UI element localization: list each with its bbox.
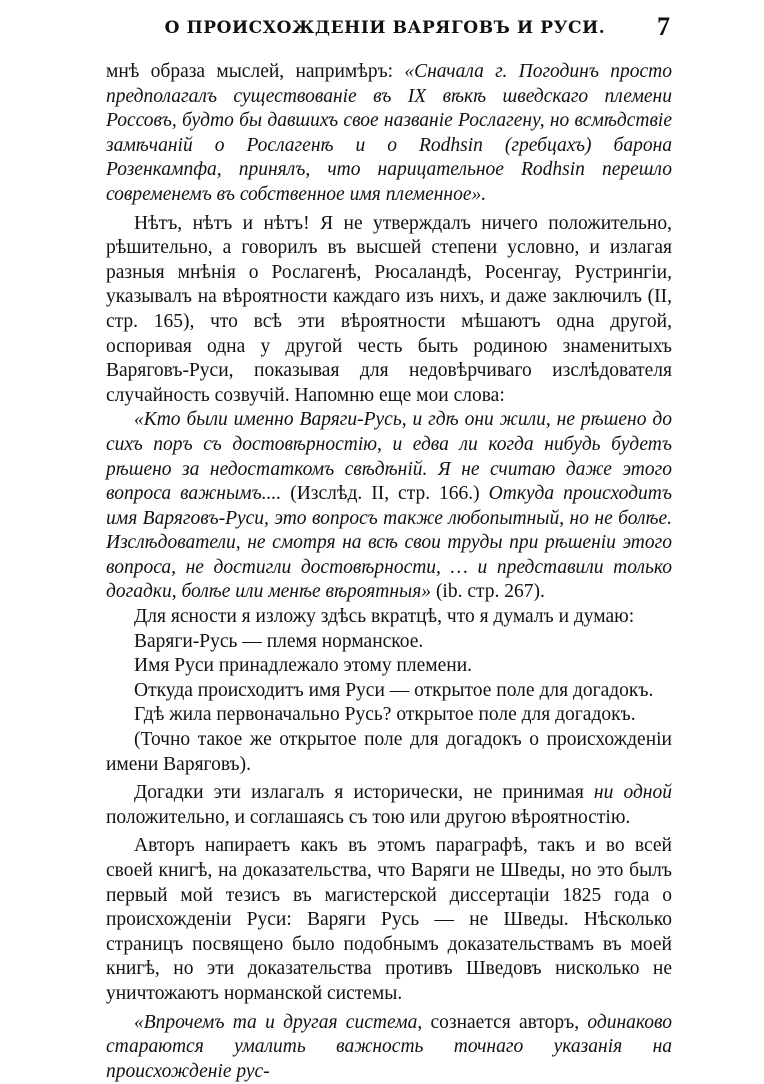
paragraph-p4 — [106, 605, 672, 630]
paragraph-p12 — [106, 1011, 672, 1084]
paragraph-p8 — [106, 703, 672, 728]
page-header — [100, 14, 670, 44]
body-text: (ib. стр. 267). — [431, 581, 545, 603]
paragraph-p9 — [106, 728, 672, 777]
body-text: , сознается авторъ, — [417, 1011, 588, 1033]
italic-quote-text: одинаково стараются умалить важность точнаго указанія на происхожденіе рус- — [106, 1011, 672, 1082]
body-text: Нѣтъ, нѣтъ и нѣтъ! Я не утверждалъ ничего положительно, рѣшительно, а говорилъ въ высшей степени условно, и излагая разныя мнѣнія о Рослагенѣ, Рюсаландѣ, Росенгау, Рустрингіи, указывалъ на вѣроятности каждаго изъ нихъ, и даже заключилъ (II, стр. 165), что всѣ эти вѣроятности мѣшаютъ одна другой, оспоривая одна у другой честь быть родиною знаменитыхъ Варяговъ-Руси, показывая для недовѣрчиваго изслѣдователя случайность созвучій. Напомню еще мои слова: — [106, 212, 672, 406]
body-text: (Точно такое же открытое поле для догадокъ о происхожденіи имени Варяговъ). — [106, 729, 672, 775]
paragraph-p11 — [106, 834, 672, 1006]
paragraph-p1 — [106, 60, 672, 208]
page-number: 7 — [657, 12, 670, 41]
paragraph-p2 — [106, 212, 672, 409]
paragraph-p5 — [106, 630, 672, 655]
running-title: О ПРОИСХОЖДЕНІИ ВАРЯГОВЪ И РУСИ. — [164, 18, 606, 38]
body-text: (Изслѣд. II, стр. 166.) — [281, 483, 489, 505]
italic-quote-text: ни одной — [593, 782, 672, 804]
body-text: Догадки эти излагалъ я исторически, не принимая — [134, 782, 594, 804]
page-body — [106, 60, 672, 1084]
italic-quote-text: «Кто были именно Варяги-Русь, и гдѣ они жили, не рѣшено до сихъ поръ съ достовѣрностію, и едва ли когда нибудь будетъ рѣшено за недостаткомъ свѣдѣній. Я не считаю даже этого вопроса важнымъ.... — [106, 409, 672, 505]
body-text: Авторъ напираетъ какъ въ этомъ параграфѣ, такъ и во всей своей книгѣ, на доказательства, что Варяги не Шведы, но это былъ первый мой тезисъ въ магистерской диссертаціи 1825 года о происхожденіи Руси: Варяги Русь — не Шведы. Нѣсколько страницъ посвящено было подобнымъ доказательствамъ въ моей книгѣ, но эти доказательства противъ Шведовъ нисколько не уничтожаютъ норманской системы. — [106, 835, 672, 1004]
paragraph-p3 — [106, 408, 672, 605]
body-text: Имя Руси принадлежало этому племени. — [134, 655, 473, 677]
body-text: Откуда происходитъ имя Руси — открытое поле для догадокъ. — [134, 679, 654, 701]
body-text: Гдѣ жила первоначально Русь? открытое поле для догадокъ. — [134, 704, 636, 726]
italic-quote-text: «Впрочемъ та и другая система — [134, 1011, 418, 1033]
body-text: Для ясности я изложу здѣсь вкратцѣ, что я думалъ и думаю: — [134, 606, 635, 628]
body-text: Варяги-Русь — племя норманское. — [134, 630, 424, 652]
italic-quote-text: «Сначала г. Погодинъ просто предполагалъ существованіе въ IX вѣкѣ шведскаго племени Россовъ, будто бы давшихъ свое названіе Рослагену, но всмѣдствіе замѣчаній о Рослагенѣ и о Rodhsin (гребцахъ) барона Розенкампфа, принялъ, что нарицательное Rodhsin перешло современемъ въ собственное имя племенное». — [106, 61, 672, 205]
body-text: положительно, и соглашаясь съ тою или другою вѣроятностію. — [106, 806, 631, 828]
paragraph-p6 — [106, 654, 672, 679]
body-text: мнѣ образа мыслей, напримѣръ: — [106, 61, 405, 82]
paragraph-p10 — [106, 781, 672, 830]
italic-quote-text: Откуда происходитъ имя Варяговъ-Руси, это вопросъ также любопытный, но не болѣе. Изслѣдователи, не смотря на всѣ свои труды при рѣшеніи этого вопроса, не достигли достовѣрности, … и представили только догадки, болѣе или менѣе вѣроятныя» — [106, 483, 672, 603]
paragraph-p7 — [106, 679, 672, 704]
